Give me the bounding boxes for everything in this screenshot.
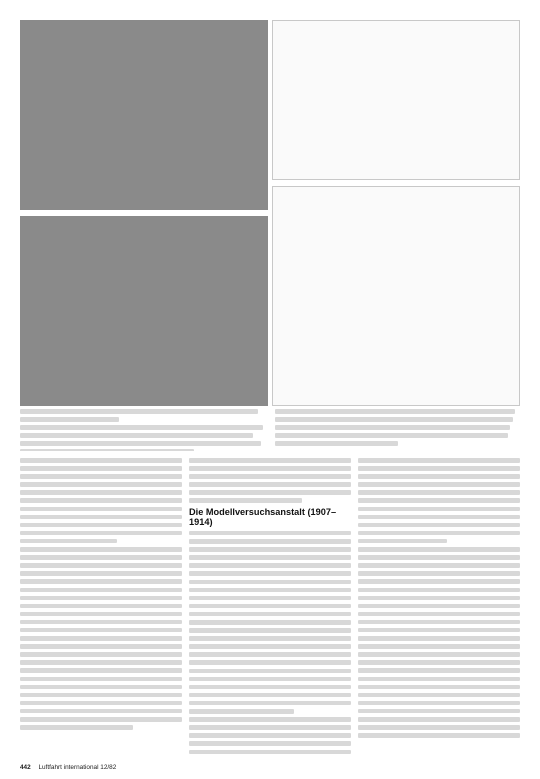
page-number: 442: [20, 764, 31, 771]
caption-photos: [20, 409, 268, 451]
cross-section-drawing: [272, 20, 520, 180]
page-footer: [20, 762, 520, 774]
section-heading: Die Modellversuchsanstalt (1907–1914): [189, 506, 337, 528]
observation-room-photo: [20, 216, 268, 406]
text-column-1: [20, 458, 182, 756]
text-column-3: [358, 458, 520, 756]
text-column-2: [189, 458, 351, 756]
floor-plan-drawing: [272, 186, 520, 406]
publication-name: Luftfahrt international 12/82: [38, 764, 117, 771]
building-photo: [20, 20, 268, 210]
caption-drawings: [275, 409, 520, 451]
